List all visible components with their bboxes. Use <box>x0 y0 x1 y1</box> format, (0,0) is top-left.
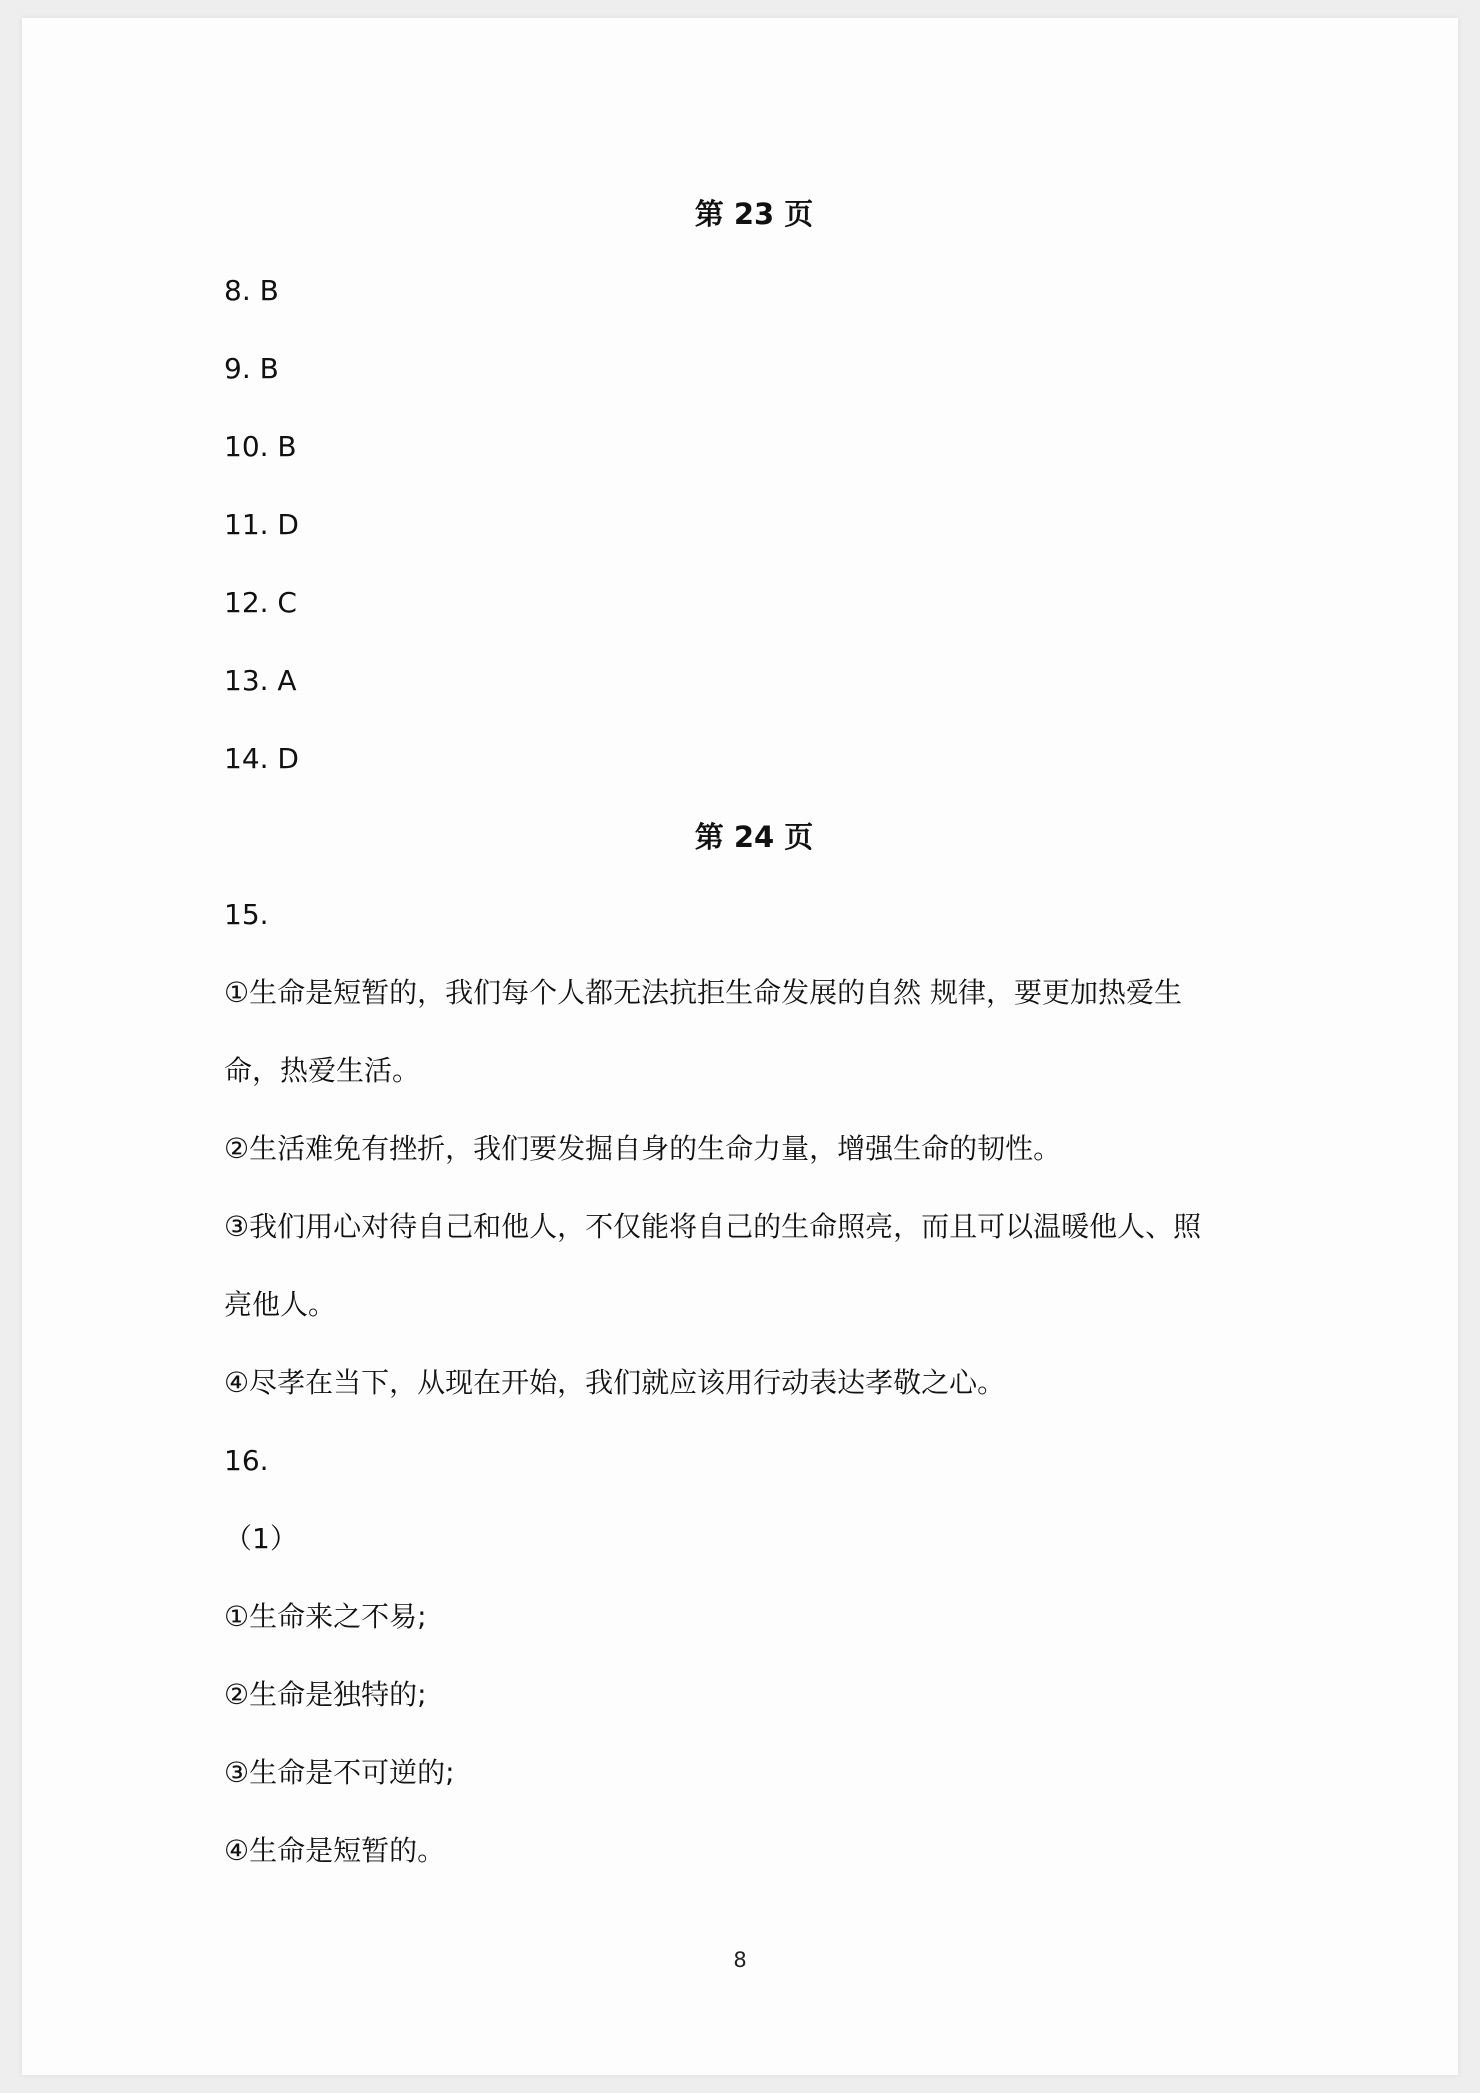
answer-text-line: ③我们用心对待自己和他人，不仅能将自己的生命照亮，而且可以温暖他人、照 <box>224 1210 1202 1243</box>
answer-text-line: ④尽孝在当下，从现在开始，我们就应该用行动表达孝敬之心。 <box>224 1366 1006 1399</box>
page-number: 8 <box>733 1948 747 1972</box>
answer-item: 9. B <box>224 352 279 385</box>
answer-text-line: ④生命是短暂的。 <box>224 1834 446 1867</box>
document-page <box>22 18 1458 2075</box>
answer-item: 14. D <box>224 742 299 775</box>
question-number: 16. <box>224 1444 269 1477</box>
answer-item: 11. D <box>224 508 299 541</box>
answer-text-line: ①生命是短暂的，我们每个人都无法抗拒生命发展的自然 规律，要更加热爱生 <box>224 976 1183 1009</box>
answer-text-line: ②生命是独特的; <box>224 1678 427 1711</box>
section-heading-page-23: 第 23 页 <box>694 197 814 231</box>
answer-text-line: ②生活难免有挫折，我们要发掘自身的生命力量，增强生命的韧性。 <box>224 1132 1062 1165</box>
answer-item: 12. C <box>224 586 297 619</box>
answer-text-line: 命，热爱生活。 <box>224 1054 421 1087</box>
answer-text-line: ①生命来之不易; <box>224 1600 427 1633</box>
answer-text-line: 亮他人。 <box>224 1288 337 1321</box>
section-heading-page-24: 第 24 页 <box>694 820 814 854</box>
answer-item: 10. B <box>224 430 297 463</box>
answer-item: 13. A <box>224 664 297 697</box>
answer-text-line: ③生命是不可逆的; <box>224 1756 455 1789</box>
question-number: 15. <box>224 898 269 931</box>
sub-question-label: （1） <box>224 1522 298 1555</box>
answer-item: 8. B <box>224 274 279 307</box>
